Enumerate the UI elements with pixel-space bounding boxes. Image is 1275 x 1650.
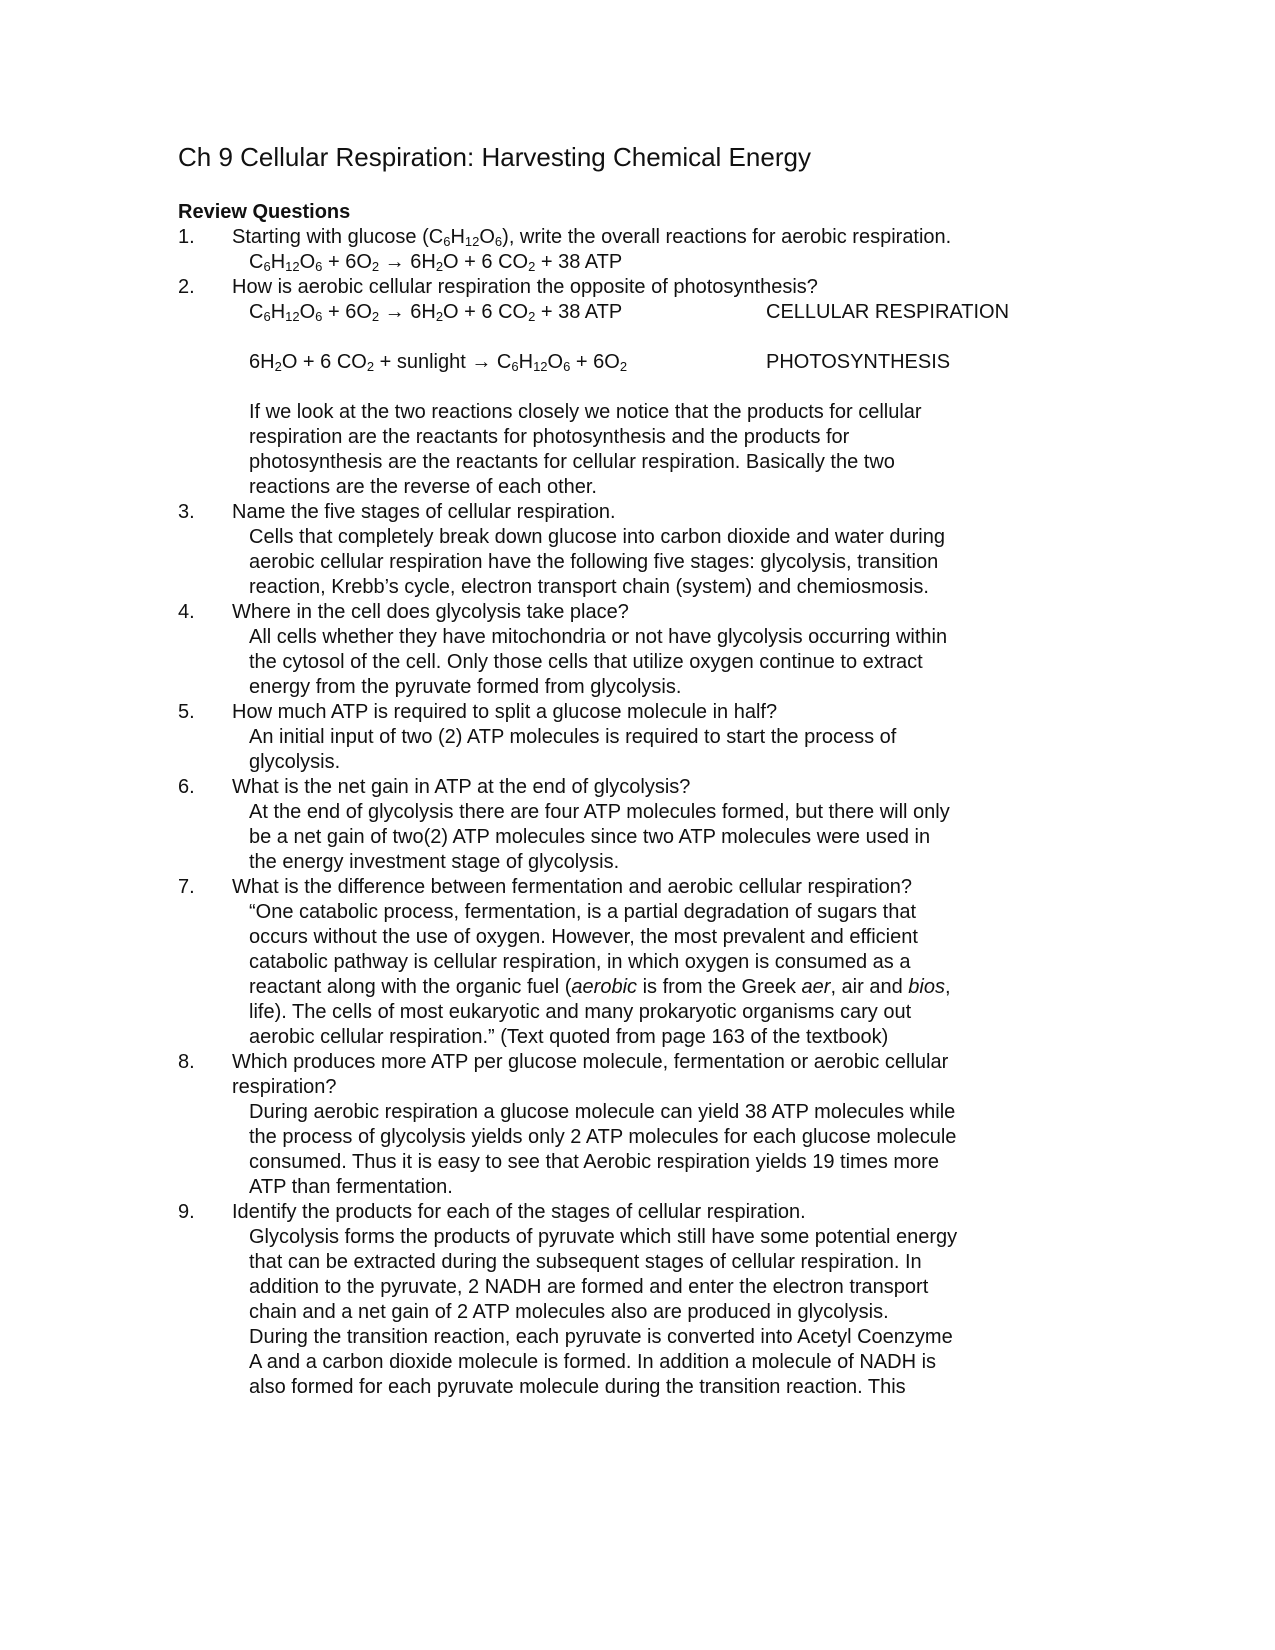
answer-line: aerobic cellular respiration.” (Text quoted from page 163 of the textbook) <box>249 1026 889 1048</box>
question-text: How is aerobic cellular respiration the opposite of photosynthesis? <box>232 276 818 298</box>
answer-line: During aerobic respiration a glucose molecule can yield 38 ATP molecules while <box>249 1101 956 1123</box>
answer-line: ATP than fermentation. <box>249 1176 453 1198</box>
answer-line: “One catabolic process, fermentation, is a partial degradation of sugars that <box>249 901 917 923</box>
question-1 <box>178 225 1058 275</box>
equation-label: CELLULAR RESPIRATION <box>766 301 1010 323</box>
question-number: 5. <box>178 701 195 723</box>
question-number: 9. <box>178 1201 195 1223</box>
answer-line: also formed for each pyruvate molecule during the transition reaction. This <box>249 1376 906 1398</box>
question-3 <box>178 500 1058 600</box>
equation-row <box>249 350 1058 375</box>
answer-line: the energy investment stage of glycolysis. <box>249 851 620 873</box>
answer-line: Glycolysis forms the products of pyruvate which still have some potential energy <box>249 1226 958 1248</box>
equation-respiration: $C_6H_{12}O_6 + 6O_2 \to 6H_2O + 6$ $CO_2 + 38$ ATP <box>249 301 623 324</box>
question-text: Starting with glucose $(C_6H_{12}O_6)$, write the overall reactions for aerobic respiration. <box>232 226 952 249</box>
answer-line: reactions are the reverse of each other. <box>249 476 597 498</box>
answer-line: catabolic pathway is cellular respiration, in which oxygen is consumed as a <box>249 951 911 973</box>
page-title: Ch 9 Cellular Respiration: Harvesting Chemical Energy <box>178 142 811 172</box>
question-8 <box>178 1050 1058 1200</box>
question-6 <box>178 775 1058 875</box>
answer-line: If we look at the two reactions closely we notice that the products for cellular <box>249 401 922 423</box>
question-text: Where in the cell does glycolysis take place? <box>232 601 629 623</box>
equation-photosynthesis: $6H_2O + 6$ $CO_2$ + sunlight → $C_6H_{12}O_6 + 6O_2$ <box>249 351 628 374</box>
question-number: 6. <box>178 776 195 798</box>
answer-line: life). The cells of most eukaryotic and many prokaryotic organisms cary out <box>249 1001 912 1023</box>
answer-line: the cytosol of the cell. Only those cells that utilize oxygen continue to extract <box>249 651 923 673</box>
question-number: 3. <box>178 501 195 523</box>
italic-term: aer <box>801 976 831 998</box>
answer-line: be a net gain of two(2) ATP molecules since two ATP molecules were used in <box>249 826 931 848</box>
question-number: 1. <box>178 226 195 248</box>
equation-respiration: $C_6H_{12}O_6 + 6O_2 \to 6H_2O + 6$ $CO_2 + 38$ ATP <box>249 251 623 274</box>
answer-line: A and a carbon dioxide molecule is formed. In addition a molecule of NADH is <box>249 1351 937 1373</box>
answer-line: Cells that completely break down glucose into carbon dioxide and water during <box>249 526 945 548</box>
answer-line: the process of glycolysis yields only 2 ATP molecules for each glucose molecule <box>249 1126 957 1148</box>
question-number: 4. <box>178 601 195 623</box>
questions-list <box>178 225 1058 1400</box>
question-text: Identify the products for each of the stages of cellular respiration. <box>232 1201 806 1223</box>
italic-term: aerobic <box>571 976 638 998</box>
answer-line: During the transition reaction, each pyruvate is converted into Acetyl Coenzyme <box>249 1326 953 1348</box>
text-run: , <box>944 976 951 998</box>
equation-label: PHOTOSYNTHESIS <box>766 351 951 373</box>
question-number: 2. <box>178 276 195 298</box>
question-text: Which produces more ATP per glucose molecule, fermentation or aerobic cellular <box>232 1051 949 1073</box>
answer-line: photosynthesis are the reactants for cellular respiration. Basically the two <box>249 451 895 473</box>
answer-line: respiration are the reactants for photosynthesis and the products for <box>249 426 850 448</box>
question-text: respiration? <box>232 1076 337 1098</box>
answer-line: consumed. Thus it is easy to see that Aerobic respiration yields 19 times more <box>249 1151 939 1173</box>
answer-line <box>249 975 1058 1000</box>
question-5 <box>178 700 1058 775</box>
answer-line: An initial input of two (2) ATP molecules is required to start the process of <box>249 726 897 748</box>
answer-line: chain and a net gain of 2 ATP molecules also are produced in glycolysis. <box>249 1301 889 1323</box>
question-number: 8. <box>178 1051 195 1073</box>
answer-line: All cells whether they have mitochondria or not have glycolysis occurring within <box>249 626 948 648</box>
question-text: Name the five stages of cellular respiration. <box>232 501 616 523</box>
question-4 <box>178 600 1058 700</box>
answer-line: energy from the pyruvate formed from glycolysis. <box>249 676 682 698</box>
question-9 <box>178 1200 1058 1400</box>
question-2 <box>178 275 1058 500</box>
answer-line: glycolysis. <box>249 751 341 773</box>
italic-term: bios <box>908 976 945 998</box>
question-number: 7. <box>178 876 195 898</box>
answer-line: aerobic cellular respiration have the following five stages: glycolysis, transition <box>249 551 939 573</box>
answer-line: addition to the pyruvate, 2 NADH are formed and enter the electron transport <box>249 1276 929 1298</box>
answer-line: that can be extracted during the subsequent stages of cellular respiration. In <box>249 1251 922 1273</box>
answer-line: reaction, Krebb’s cycle, electron transport chain (system) and chemiosmosis. <box>249 576 929 598</box>
answer-line: At the end of glycolysis there are four ATP molecules formed, but there will only <box>249 801 950 823</box>
question-text: What is the difference between fermentation and aerobic cellular respiration? <box>232 876 913 898</box>
question-text: How much ATP is required to split a glucose molecule in half? <box>232 701 778 723</box>
text-run: , air and <box>830 976 909 998</box>
question-7 <box>178 875 1058 1050</box>
section-heading: Review Questions <box>178 201 351 223</box>
equation-row <box>249 300 1058 325</box>
text-run: reactant along with the organic fuel ( <box>249 976 572 998</box>
text-run: is from the Greek <box>637 976 802 998</box>
answer-line: occurs without the use of oxygen. However, the most prevalent and efficient <box>249 926 918 948</box>
question-text: What is the net gain in ATP at the end of glycolysis? <box>232 776 691 798</box>
